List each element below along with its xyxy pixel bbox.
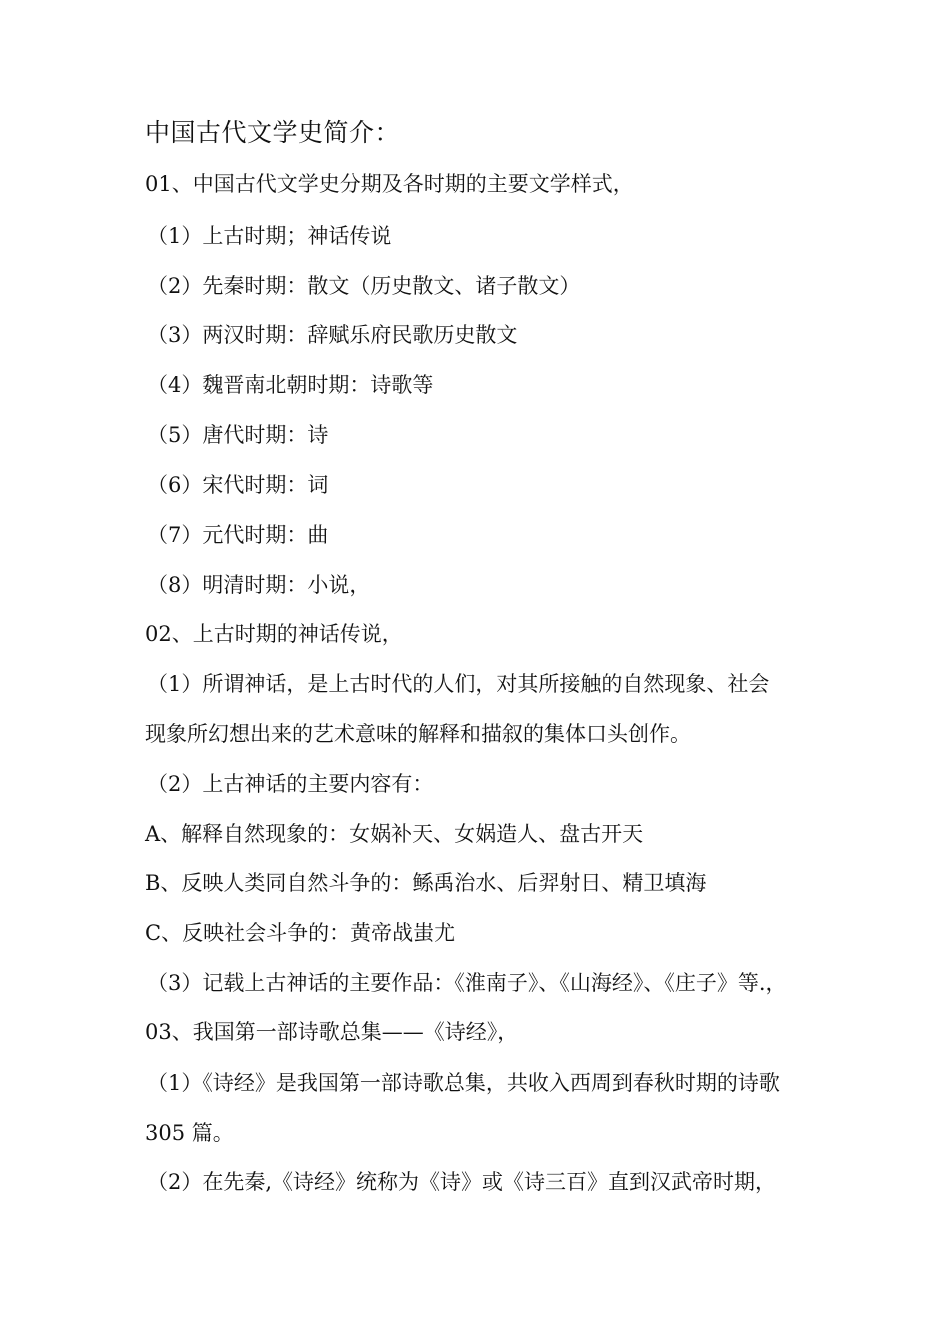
text-line: C、反映社会斗争的：黄帝战蚩尤 <box>145 921 456 945</box>
text-line: （2）先秦时期：散文（历史散文、诸子散文） <box>147 274 581 298</box>
text-line: （2）在先秦,《诗经》统称为《诗》或《诗三百》直到汉武帝时期， <box>147 1170 777 1194</box>
text-line: （5）唐代时期：诗 <box>147 423 329 447</box>
text-line: （3）两汉时期：辞赋乐府民歌历史散文 <box>147 323 518 347</box>
section-heading-02: 02、上古时期的神话传说， <box>145 622 403 646</box>
text-line: 现象所幻想出来的艺术意味的解释和描叙的集体口头创作。 <box>145 722 691 746</box>
section-heading-03: 03、我国第一部诗歌总集——《诗经》， <box>145 1020 519 1044</box>
text-line: A、解释自然现象的：女娲补天、女娲造人、盘古开天 <box>145 822 644 846</box>
text-line: （3）记载上古神话的主要作品：《淮南子》、《山海经》、《庄子》等.， <box>147 971 787 995</box>
text-line: （1）《诗经》是我国第一部诗歌总集，共收入西周到春秋时期的诗歌 <box>147 1071 780 1095</box>
section-heading-01: 01、中国古代文学史分期及各时期的主要文学样式， <box>145 172 634 196</box>
text-line: （1）所谓神话，是上古时代的人们，对其所接触的自然现象、社会 <box>147 672 770 696</box>
text-line: （6）宋代时期：词 <box>147 473 329 497</box>
text-line: （4）魏晋南北朝时期：诗歌等 <box>147 373 434 397</box>
text-line: （8）明清时期：小说， <box>147 573 371 597</box>
document-title: 中国古代文学史简介： <box>145 118 401 147</box>
text-line: （7）元代时期：曲 <box>147 523 329 547</box>
text-line: （1）上古时期；神话传说 <box>147 224 392 248</box>
text-line: B、反映人类同自然斗争的：鲧禹治水、后羿射日、精卫填海 <box>145 871 707 895</box>
text-line: 305 篇。 <box>145 1121 234 1145</box>
text-line: （2）上古神话的主要内容有： <box>147 772 434 796</box>
